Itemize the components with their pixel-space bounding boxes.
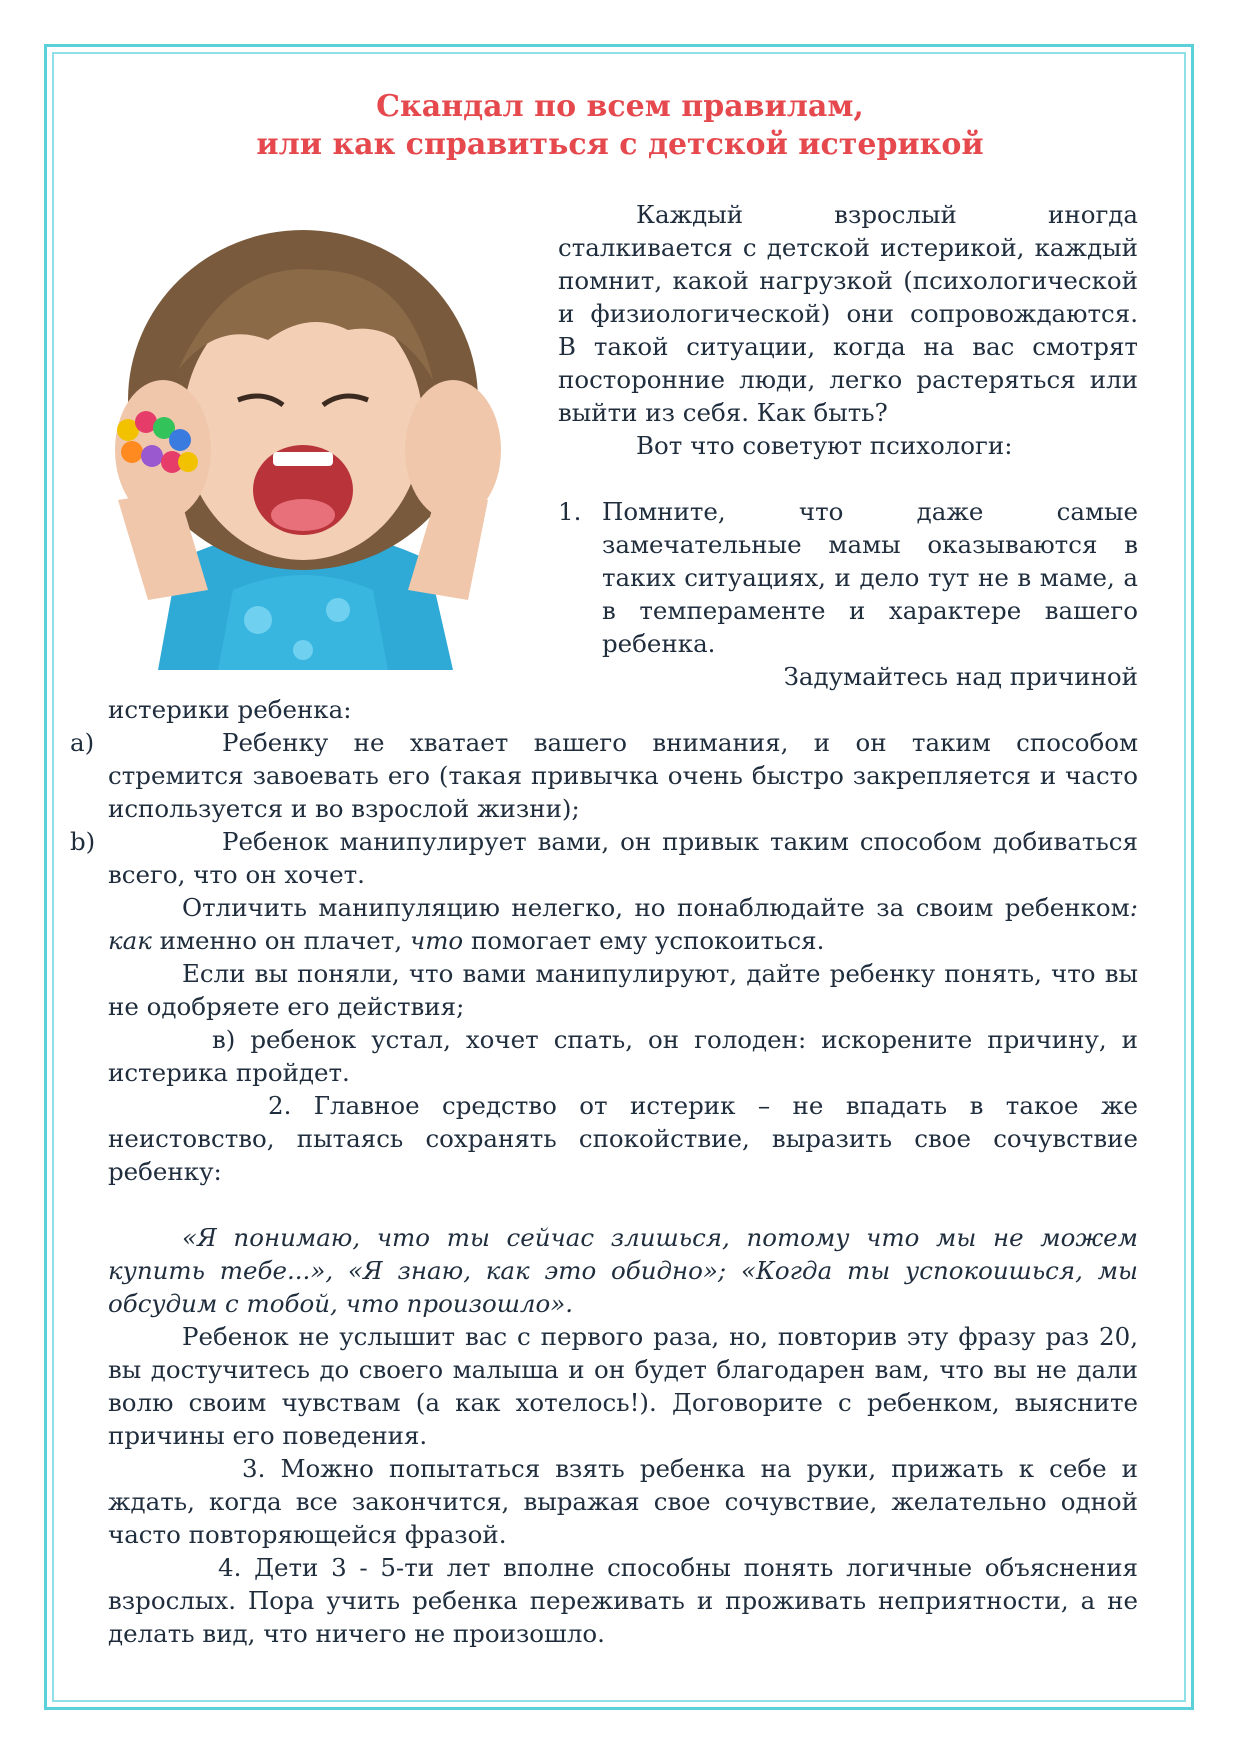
title-line-1: Скандал по всем правилам, <box>376 89 864 124</box>
numbered-item-1 <box>558 495 1138 660</box>
cause-a-text: Ребенку не хватает вашего внимания, и он таким способом стремится завоевать его (такая привычка очень быстро закрепляется и часто используется и во взрослой жизни); <box>108 728 1138 823</box>
item-4-paragraph: 4. Дети 3 - 5-ти лет вполне способны понять логичные объяснения взрослых. Пора учить ребенка переживать и проживать неприятности, а не делать вид, что ничего не произошло. <box>108 1553 1138 1648</box>
title-line-2: или как справиться с детской истерикой <box>256 127 984 162</box>
manipulation-paragraph <box>108 891 1138 957</box>
manip-part-1: Отличить манипуляцию нелегко, но понаблюдайте за своим ребенком <box>182 893 1130 922</box>
spacer <box>108 1188 1138 1221</box>
intro-block <box>558 198 1138 462</box>
cause-b <box>70 825 1138 891</box>
item-3-paragraph: 3. Можно попытаться взять ребенка на руки, прижать к себе и ждать, когда все закончится, выражая свое сочувствие, желательно одной часто повторяющейся фразой. <box>108 1454 1138 1549</box>
if-manipulated-paragraph: Если вы поняли, что вами манипулируют, дайте ребенку понять, что вы не одобряете его действия; <box>108 959 1138 1021</box>
causes-lead-left: истерики ребенка: <box>108 695 352 724</box>
cause-a <box>70 726 1138 825</box>
after-quote-paragraph: Ребенок не услышит вас с первого раза, но, повторив эту фразу раз 20, вы достучитесь до своего малыша и он будет благодарен вам, что вы не дали волю своим чувствам (а как хотелось!). Договорите с ребенком, выясните причины его поведения. <box>108 1322 1138 1450</box>
crying-girl-photo <box>68 200 538 670</box>
cause-a-marker: a) <box>70 728 95 757</box>
item-1-text: Помните, что даже самые замечательные мамы оказываются в таких ситуациях, и дело тут не в маме, а в темпераменте и характере вашего ребенка. <box>602 497 1138 658</box>
manip-part-2: : как <box>108 893 1138 955</box>
manip-part-4: что <box>409 926 464 955</box>
quote-paragraph: «Я понимаю, что ты сейчас злишься, потому что мы не можем купить тебе...», «Я знаю, как это обидно»; «Когда ты успокоишься, мы обсудим с тобой, что произошло». <box>108 1223 1138 1318</box>
main-body <box>70 660 1138 1650</box>
item-1-marker: 1. <box>558 497 582 526</box>
causes-lead-right: Задумайтесь над причиной <box>783 662 1138 691</box>
item-2-paragraph: 2. Главное средство от истерик – не впадать в такое же неистовство, пытаясь сохранять спокойствие, выразить свое сочувствие ребенку: <box>108 1091 1138 1186</box>
cause-b-text: Ребенок манипулирует вами, он привык таким способом добиваться всего, что он хочет. <box>108 827 1138 889</box>
cause-b-marker: b) <box>70 827 96 856</box>
intro-advice-lead: Вот что советуют психологи: <box>636 431 1013 460</box>
manip-part-3: именно он плачет, <box>151 926 410 955</box>
manip-part-5: помогает ему успокоиться. <box>463 926 825 955</box>
intro-paragraph: Каждый взрослый иногда сталкивается с детской истерикой, каждый помнит, какой нагрузкой (психологической и физиологической) они сопровождаются. В такой ситуации, когда на вас смотрят посторонние люди, легко растеряться или выйти из себя. Как быть? <box>558 200 1138 427</box>
cause-c-paragraph: в) ребенок устал, хочет спать, он голоден: искорените причину, и истерика пройдет. <box>108 1025 1138 1087</box>
page-title <box>60 88 1180 164</box>
